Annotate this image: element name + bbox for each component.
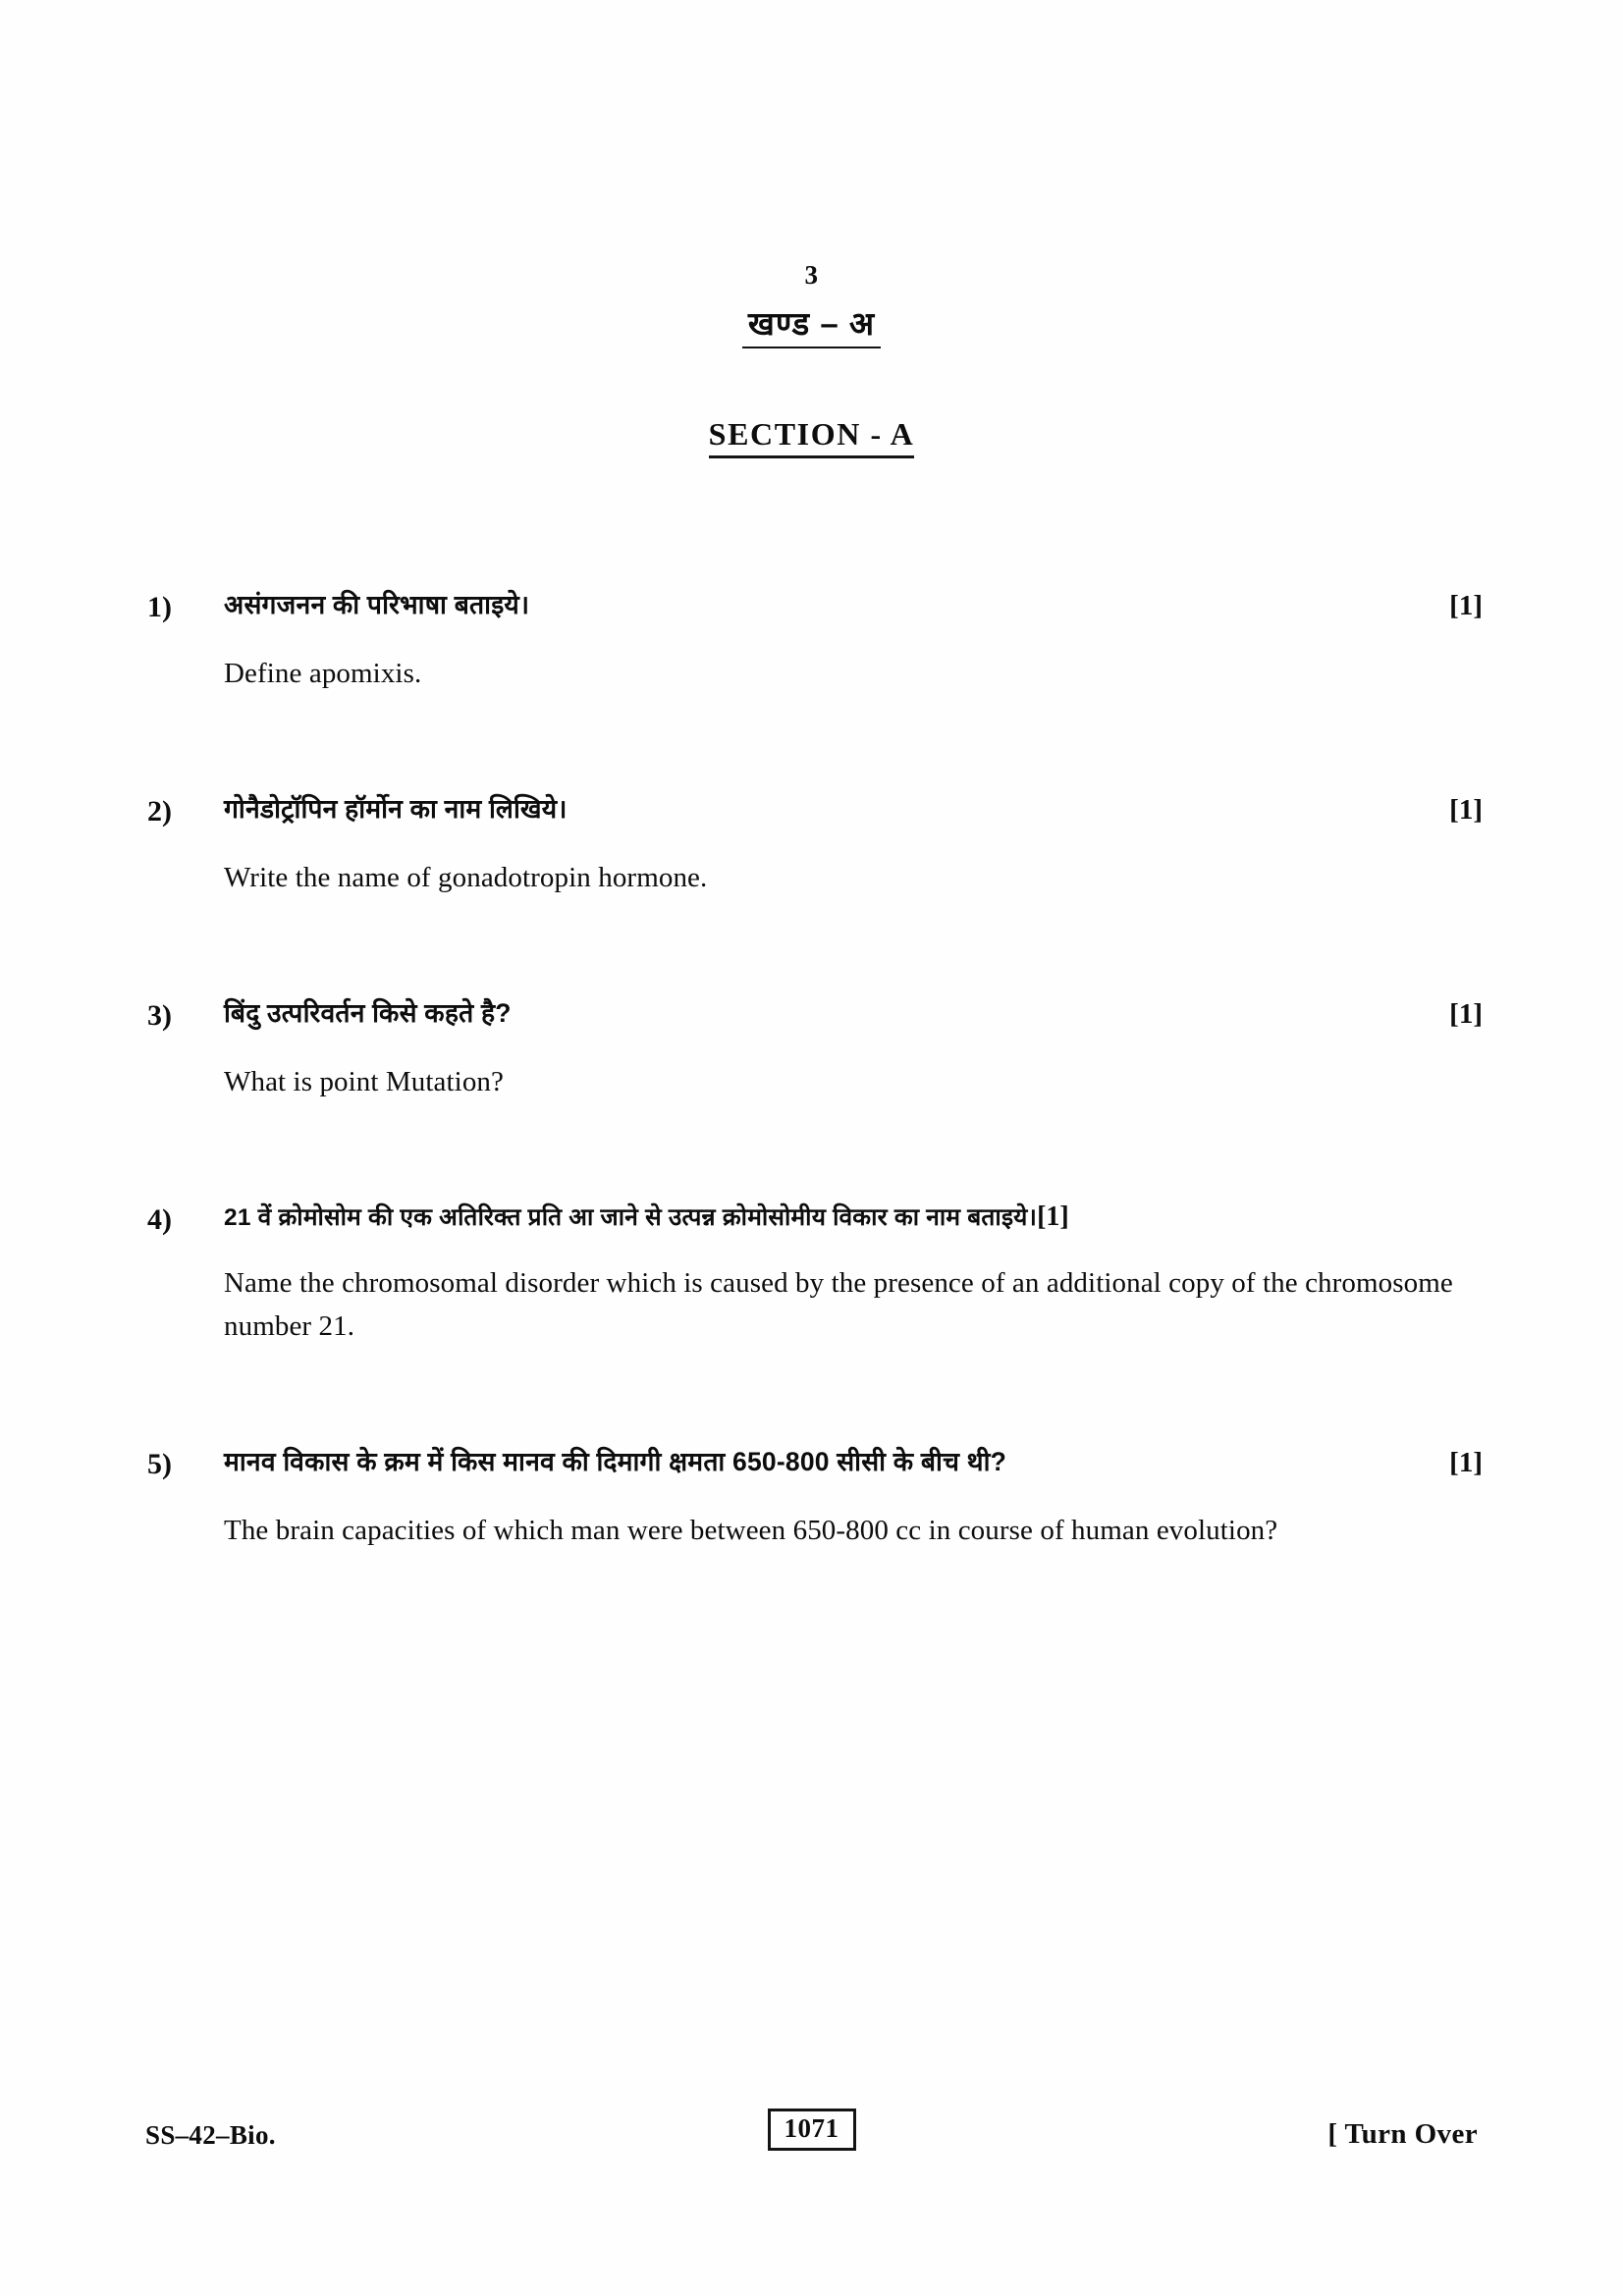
footer-serial-number: 1071 <box>768 2109 856 2151</box>
question-hindi-with-marks <box>224 1200 1483 1236</box>
english-section-heading <box>0 416 1623 458</box>
question-number: 5) <box>147 1448 172 1481</box>
question-number: 1) <box>147 591 172 623</box>
question-body <box>224 791 1483 899</box>
question-item <box>147 791 1483 899</box>
page-footer <box>0 2109 1623 2177</box>
question-hindi-row <box>147 587 1483 695</box>
question-hindi-row <box>147 1444 1483 1552</box>
question-spacer <box>147 1393 1483 1444</box>
question-text-english: The brain capacities of which man were between 650-800 cc in course of human evolution? <box>224 1515 1278 1547</box>
english-section-heading-text: SECTION - A <box>709 416 915 458</box>
question-hindi-row <box>147 1200 1483 1348</box>
question-spacer <box>147 944 1483 995</box>
question-marks: [1] <box>1449 1447 1483 1479</box>
question-list <box>147 587 1483 1598</box>
question-item <box>147 995 1483 1103</box>
question-number: 2) <box>147 795 172 828</box>
question-text-english: Write the name of gonadotropin hormone. <box>224 862 708 894</box>
question-text-hindi: मानव विकास के क्रम में किस मानव की दिमागी क्षमता 650-800 सीसी के बीच थी? <box>224 1447 1007 1477</box>
question-text-english: What is point Mutation? <box>224 1066 505 1098</box>
question-hindi-row <box>147 791 1483 899</box>
question-text-english: Define apomixis. <box>224 658 422 690</box>
question-text-hindi: असंगजनन की परिभाषा बताइये। <box>224 590 530 619</box>
footer-paper-code: SS–42–Bio. <box>145 2120 276 2150</box>
question-marks: [1] <box>1037 1201 1069 1233</box>
hindi-section-heading <box>0 306 1623 348</box>
question-item <box>147 1200 1483 1348</box>
question-marks: [1] <box>1449 590 1483 621</box>
page-number: 3 <box>804 260 819 290</box>
question-marks: [1] <box>1449 998 1483 1031</box>
question-number: 4) <box>147 1203 172 1237</box>
question-body <box>224 587 1483 695</box>
question-text-english: Name the chromosomal disorder which is caused by the presence of an additional copy of the chromosome number 21. <box>224 1267 1453 1343</box>
question-text-hindi: 21 वें क्रोमोसोम की एक अतिरिक्त प्रति आ जाने से उत्पन्न क्रोमोसोमीय विकार का नाम बताइये। <box>224 1204 1038 1232</box>
question-text-hindi: बिंदु उत्परिवर्तन किसे कहते है? <box>224 998 512 1029</box>
question-hindi-row <box>147 995 1483 1103</box>
question-text-hindi: गोनैडोट्रॉपिन हॉर्मोन का नाम लिखिये। <box>224 794 568 825</box>
question-item <box>147 1444 1483 1552</box>
question-spacer <box>147 1148 1483 1200</box>
question-body <box>224 1444 1483 1552</box>
footer-turn-over: [ Turn Over <box>1327 2118 1478 2150</box>
question-body <box>224 995 1483 1103</box>
question-body <box>224 1200 1483 1348</box>
question-number: 3) <box>147 999 172 1033</box>
question-item <box>147 587 1483 695</box>
hindi-section-heading-text: खण्ड – अ <box>742 306 881 348</box>
question-spacer <box>147 740 1483 791</box>
question-marks: [1] <box>1449 794 1483 827</box>
